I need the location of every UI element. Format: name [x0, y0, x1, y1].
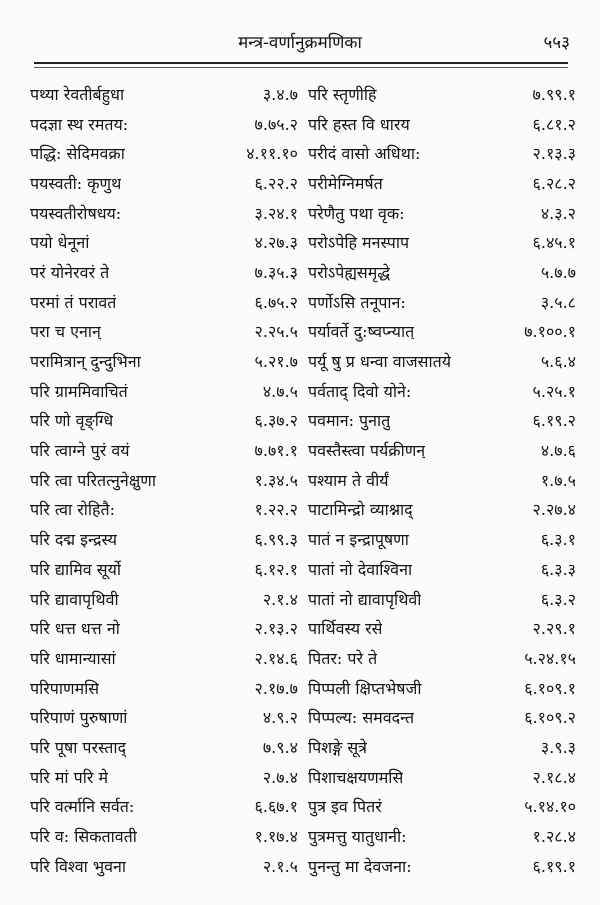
verse-reference: ३.५.८ — [540, 292, 576, 312]
mantra-text: पर्णोऽसि तनूपान: — [308, 292, 406, 312]
index-entry — [308, 376, 576, 406]
verse-reference: ६.१९.२ — [532, 411, 576, 431]
mantra-text: पिप्पल्य: समवदन्त — [308, 708, 415, 728]
mantra-text: परि ग्राममिवाचितं — [30, 381, 128, 401]
index-entry — [308, 613, 576, 643]
verse-reference: ६.३.३ — [540, 559, 576, 579]
index-entry — [308, 673, 576, 703]
index-entry — [308, 287, 576, 317]
verse-reference: ४.३.२ — [540, 203, 576, 223]
index-entry — [30, 792, 298, 822]
index-entry — [30, 851, 298, 881]
verse-reference: ४.७.६ — [540, 441, 576, 461]
index-entry — [30, 168, 298, 198]
index-entry — [308, 851, 576, 881]
index-entry — [30, 406, 298, 436]
verse-reference: ७.७५.२ — [254, 114, 298, 134]
verse-reference: ५.२५.१ — [532, 381, 576, 401]
verse-reference: ६.३७.२ — [254, 411, 298, 431]
index-entry — [30, 317, 298, 347]
index-entry — [30, 524, 298, 554]
verse-reference: २.१७.७ — [254, 678, 298, 698]
mantra-text: परीमेग्निमर्षत — [308, 173, 383, 193]
index-entry — [30, 109, 298, 139]
index-entry — [30, 762, 298, 792]
index-entry — [30, 287, 298, 317]
verse-reference: २.१.५ — [262, 856, 298, 876]
right-column — [308, 79, 576, 881]
verse-reference: ३.२४.१ — [254, 203, 298, 223]
mantra-text: परि धामान्यासां — [30, 648, 116, 668]
index-entry — [30, 376, 298, 406]
page-number: ५५३ — [543, 33, 570, 53]
mantra-text: परा च एनान् — [30, 322, 101, 342]
mantra-text: पिशाचक्षयणमसि — [308, 767, 404, 787]
index-entry — [30, 643, 298, 673]
mantra-text: पुनन्तु मा देवजना: — [308, 856, 412, 876]
mantra-text: परीदं वासो अधिथा: — [308, 144, 421, 164]
verse-reference: ४.७.५ — [262, 381, 298, 401]
verse-reference: ३.४.७ — [262, 84, 298, 104]
verse-reference: ६.१२.१ — [254, 559, 298, 579]
verse-reference: ५.२१.७ — [254, 352, 298, 372]
verse-reference: ६.१०९.२ — [524, 708, 576, 728]
mantra-text: परि विश्वा भुवना — [30, 856, 126, 876]
verse-reference: ६.६७.१ — [254, 797, 298, 817]
mantra-text: पातां नो द्यावापृथिवी — [308, 589, 422, 609]
mantra-text: पार्थिवस्य रसे — [308, 619, 383, 639]
index-entry — [308, 168, 576, 198]
verse-reference: २.१.४ — [262, 589, 298, 609]
mantra-text: पातं न इन्द्रापूषणा — [308, 530, 409, 550]
index-entry — [308, 762, 576, 792]
mantra-index — [30, 79, 576, 881]
mantra-text: परि धत्त धत्त नो — [30, 619, 120, 639]
verse-reference: २.२९.१ — [532, 619, 576, 639]
mantra-text: पुत्र इव पितरं — [308, 797, 382, 817]
verse-reference: ६.८१.२ — [532, 114, 576, 134]
index-entry — [308, 554, 576, 584]
verse-reference: १.२८.४ — [532, 827, 576, 847]
index-entry — [308, 821, 576, 851]
index-entry — [30, 613, 298, 643]
mantra-text: परि दद्म इन्द्रस्य — [30, 530, 117, 550]
verse-reference: २.७.४ — [262, 767, 298, 787]
mantra-text: पिप्पली क्षिप्तभेषजी — [308, 678, 422, 698]
verse-reference: ६.४५.१ — [532, 233, 576, 253]
index-entry — [308, 346, 576, 376]
index-entry — [30, 79, 298, 109]
index-entry — [30, 584, 298, 614]
verse-reference: ६.७५.२ — [254, 292, 298, 312]
index-entry — [308, 109, 576, 139]
index-entry — [30, 257, 298, 287]
mantra-text: परि मां परि मे — [30, 767, 109, 787]
index-entry — [30, 227, 298, 257]
index-entry — [30, 495, 298, 525]
mantra-text: परि णो वृङ्ग्धि — [30, 411, 114, 431]
mantra-text: पयस्वतीरोषधय: — [30, 203, 122, 223]
mantra-text: परिपाणं पुरुषाणां — [30, 708, 128, 728]
mantra-text: परि व: सिकतावती — [30, 827, 137, 847]
mantra-text: पश्याम ते वीर्यं — [308, 470, 389, 490]
mantra-text: पवमान: पुनातु — [308, 411, 391, 431]
index-entry — [30, 138, 298, 168]
verse-reference: ६.३.२ — [540, 589, 576, 609]
index-entry — [308, 643, 576, 673]
mantra-text: परि द्यावापृथिवी — [30, 589, 119, 609]
verse-reference: २.१४.६ — [254, 648, 298, 668]
index-entry — [308, 227, 576, 257]
index-entry — [30, 465, 298, 495]
mantra-text: परि द्यामिव सूर्यो — [30, 559, 122, 579]
verse-reference: ७.३५.३ — [254, 262, 298, 282]
verse-reference: ७.१००.१ — [524, 322, 576, 342]
index-entry — [308, 406, 576, 436]
verse-reference: २.२७.४ — [532, 500, 576, 520]
mantra-text: पर्यावर्ते दु:ष्वप्न्यात् — [308, 322, 415, 342]
mantra-text: पदज्ञा स्थ रमतय: — [30, 114, 129, 134]
index-entry — [308, 584, 576, 614]
mantra-text: परि त्वा रोहितै: — [30, 500, 116, 520]
mantra-text: पवस्तैस्त्वा पर्यक्रीणन् — [308, 441, 426, 461]
verse-reference: ६.३.१ — [540, 530, 576, 550]
index-entry — [30, 198, 298, 228]
index-entry — [308, 317, 576, 347]
mantra-text: पथ्या रेवतीर्बहुधा — [30, 84, 125, 104]
mantra-text: परेणैतु पथा वृक: — [308, 203, 405, 223]
page-header — [28, 30, 572, 56]
mantra-text: परोऽपेह्यसमृद्धे — [308, 262, 391, 282]
verse-reference: ६.१९.१ — [532, 856, 576, 876]
index-entry — [308, 257, 576, 287]
verse-reference: २.१३.२ — [254, 619, 298, 639]
mantra-text: पुत्रमत्तु यातुधानी: — [308, 827, 407, 847]
index-entry — [308, 702, 576, 732]
verse-reference: १.३४.५ — [254, 470, 298, 490]
header-rule-thin — [34, 67, 568, 68]
verse-reference: २.२५.५ — [254, 322, 298, 342]
index-entry — [308, 792, 576, 822]
mantra-text: पिशङ्गे सूत्रे — [308, 737, 367, 757]
mantra-text: पयो धेनूनां — [30, 233, 90, 253]
index-entry — [308, 465, 576, 495]
index-entry — [308, 732, 576, 762]
verse-reference: ५.७.७ — [540, 262, 576, 282]
verse-reference: ४.९.२ — [262, 708, 298, 728]
index-entry — [30, 732, 298, 762]
mantra-text: परं योनेरवरं ते — [30, 262, 110, 282]
mantra-text: पद्धि: सेदिमवक्रा — [30, 144, 125, 164]
index-entry — [308, 495, 576, 525]
verse-reference: ६.९९.३ — [254, 530, 298, 550]
index-entry — [308, 524, 576, 554]
index-entry — [308, 198, 576, 228]
verse-reference: ६.२८.२ — [532, 173, 576, 193]
index-entry — [30, 435, 298, 465]
verse-reference: ३.९.३ — [540, 737, 576, 757]
index-entry — [30, 702, 298, 732]
verse-reference: १.७.५ — [540, 470, 576, 490]
header-rule — [34, 62, 568, 64]
mantra-text: परमां तं परावतं — [30, 292, 117, 312]
index-entry — [30, 554, 298, 584]
verse-reference: ४.११.१० — [246, 144, 298, 164]
verse-reference: ५.२४.१५ — [524, 648, 576, 668]
index-entry — [30, 673, 298, 703]
mantra-text: परामित्रान् दुन्दुभिना — [30, 352, 141, 372]
verse-reference: ६.१०९.१ — [524, 678, 576, 698]
verse-reference: १.२२.२ — [254, 500, 298, 520]
verse-reference: १.१७.४ — [254, 827, 298, 847]
mantra-text: परि हस्त वि धारय — [308, 114, 410, 134]
mantra-text: परि पूषा परस्ताद् — [30, 737, 127, 757]
verse-reference: ५.१४.१० — [524, 797, 576, 817]
verse-reference: ७.७१.१ — [254, 441, 298, 461]
verse-reference: २.१८.४ — [532, 767, 576, 787]
mantra-text: पर्वताद् दिवो योने: — [308, 381, 412, 401]
mantra-text: पर्यू षु प्र धन्वा वाजसातये — [308, 352, 451, 372]
mantra-text: परोऽपेहि मनस्पाप — [308, 233, 410, 253]
mantra-text: परि वर्त्मानि सर्वत: — [30, 797, 135, 817]
verse-reference: ४.२७.३ — [254, 233, 298, 253]
mantra-text: पाटामिन्द्रो व्याश्नाद् — [308, 500, 413, 520]
mantra-text: पातां नो देवाश्विना — [308, 559, 413, 579]
verse-reference: ६.२२.२ — [254, 173, 298, 193]
mantra-text: परि त्वा परितत्नुनेक्षुणा — [30, 470, 156, 490]
index-entry — [308, 138, 576, 168]
index-entry — [308, 79, 576, 109]
mantra-text: पितर: परे ते — [308, 648, 378, 668]
index-entry — [30, 821, 298, 851]
verse-reference: २.१३.३ — [532, 144, 576, 164]
verse-reference: ७.९९.१ — [532, 84, 576, 104]
mantra-text: परि त्वाग्ने पुरं वयं — [30, 441, 130, 461]
page-title: मन्त्र-वर्णानुक्रमणिका — [238, 33, 362, 53]
verse-reference: ५.६.४ — [540, 352, 576, 372]
verse-reference: ७.९.४ — [262, 737, 298, 757]
mantra-text: पयस्वती: कृणुथ — [30, 173, 122, 193]
index-entry — [30, 346, 298, 376]
mantra-text: परिपाणमसि — [30, 678, 100, 698]
index-entry — [308, 435, 576, 465]
mantra-text: परि स्तृणीहि — [308, 84, 377, 104]
left-column — [30, 79, 298, 881]
